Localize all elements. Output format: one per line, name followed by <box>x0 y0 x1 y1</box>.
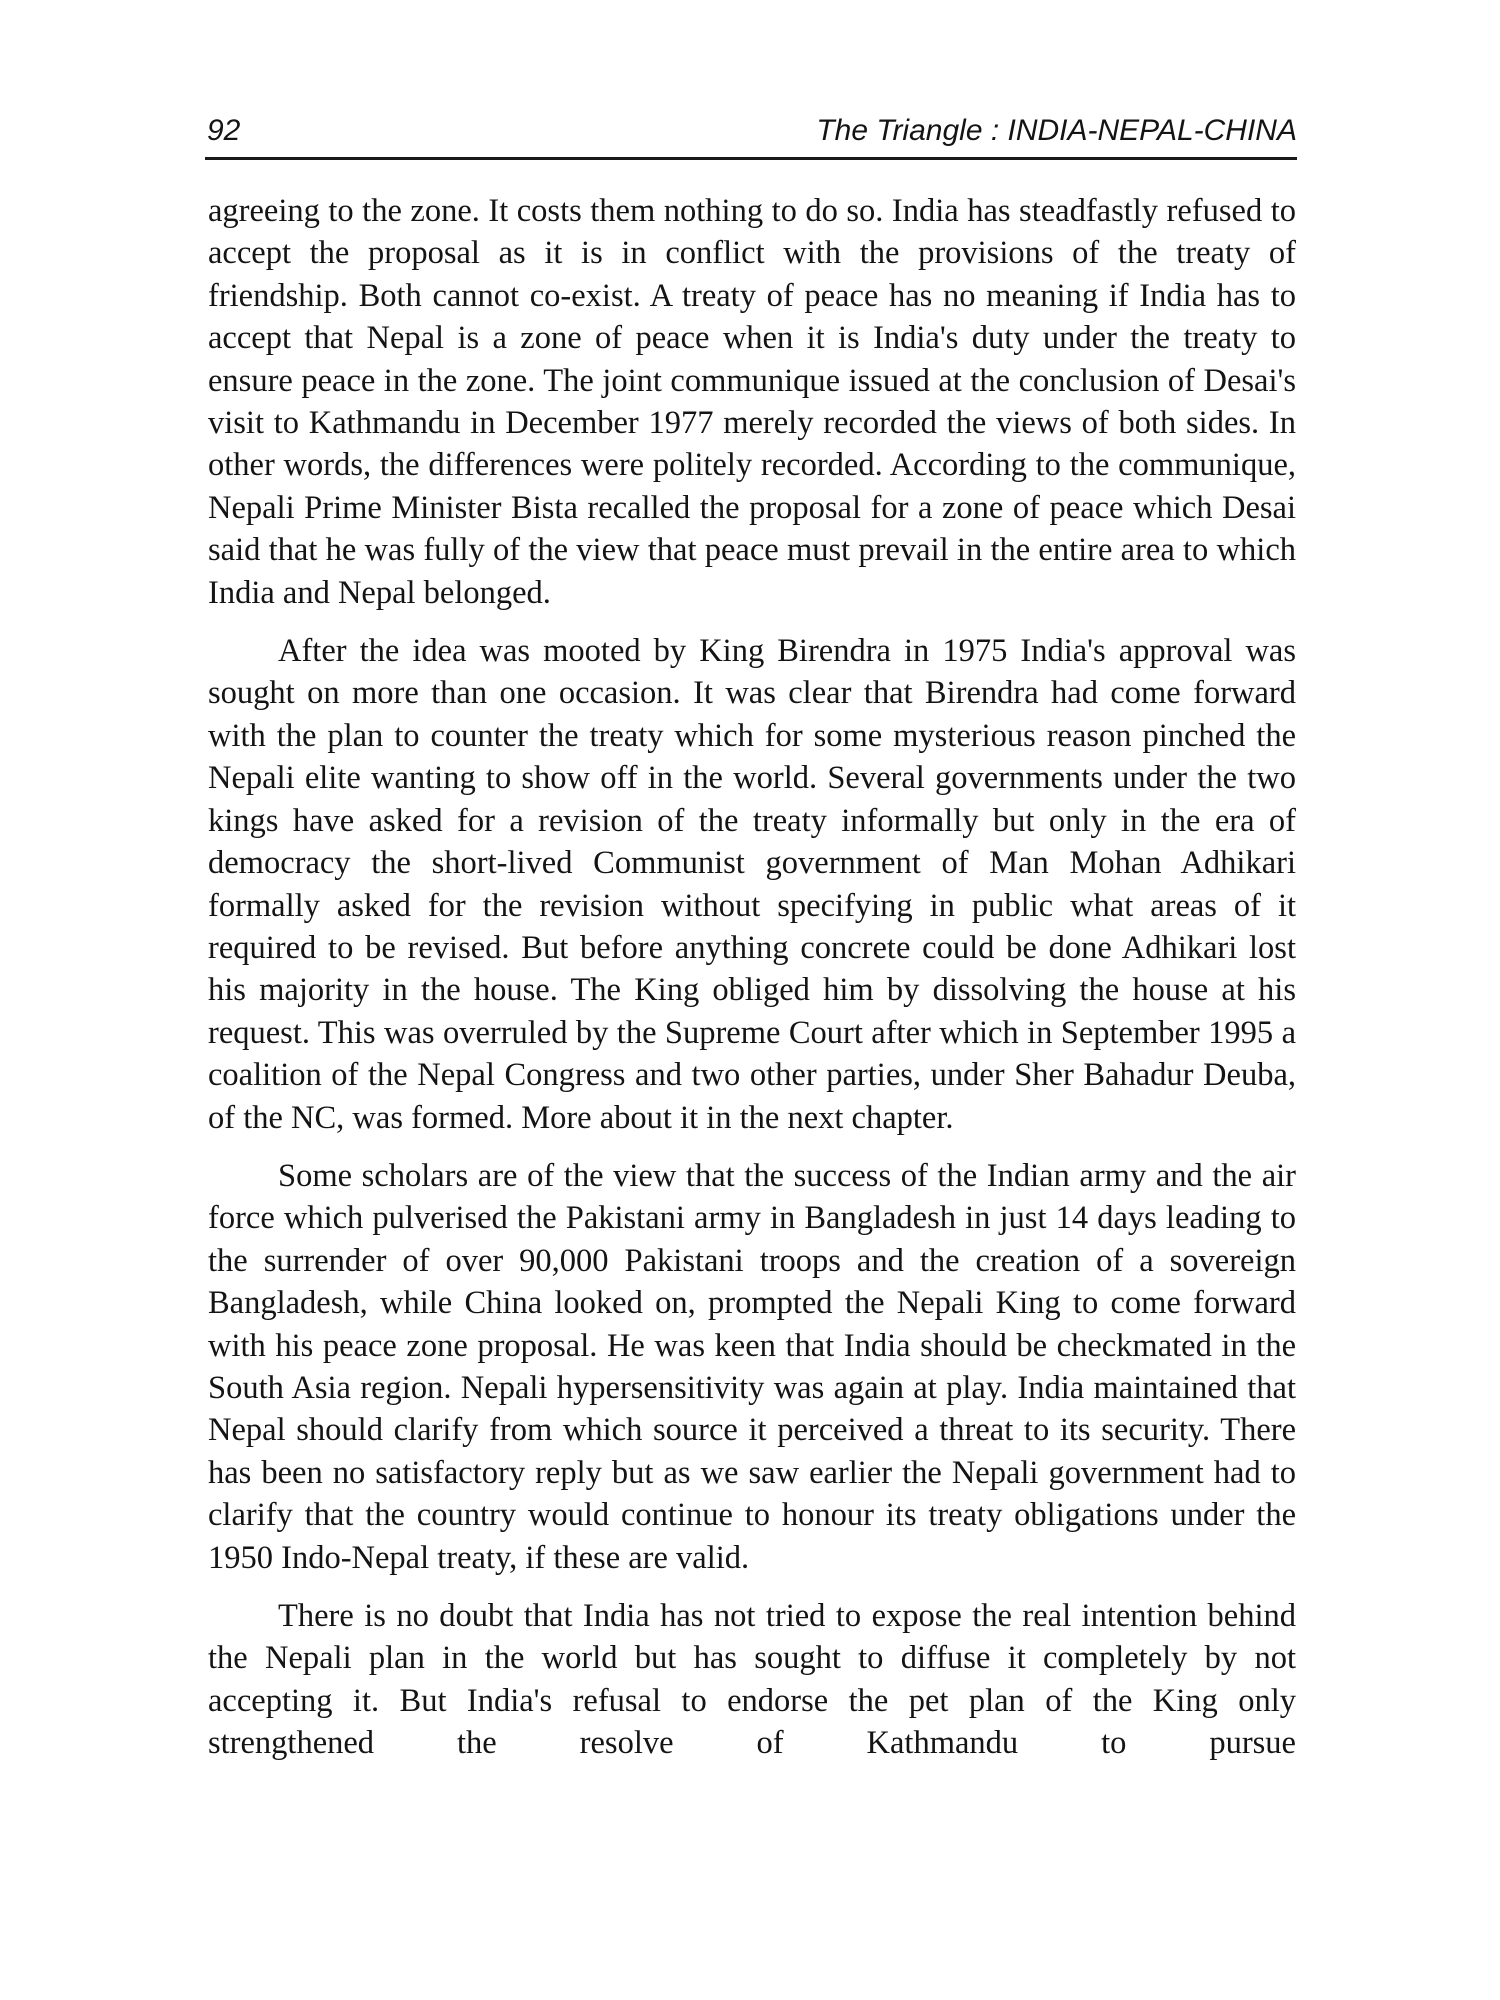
book-title: The Triangle : INDIA-NEPAL-CHINA <box>816 114 1297 147</box>
paragraph-continuing: There is no doubt that India has not tried to expose the real intention behind the Nepali plan in the world but has sought to diffuse it completely by not accepting it. But India's refusal to endorse the pet plan of the King only strengthened the resolve of Kathmandu to pursue <box>208 1598 1296 1762</box>
header-rule <box>205 157 1297 160</box>
running-head <box>207 106 1297 156</box>
page-number: 92 <box>207 114 241 147</box>
paragraph-continued: agreeing to the zone. It costs them nothing to do so. India has steadfastly refused to accept the proposal as it is in conflict with the provisions of the treaty of friendship. Both cannot co-exist. A treaty of peace has no meaning if India has to accept that Nepal is a zone of peace when it is India's duty under the treaty to ensure peace in the zone. The joint communique issued at the conclusion of Desai's visit to Kathmandu in December 1977 merely recorded the views of both sides. In other words, the differences were politely recorded. According to the communique, Nepali Prime Minister Bista recalled the proposal for a zone of peace which Desai said that he was fully of the view that peace must prevail in the entire area to which India and Nepal belonged. <box>208 193 1296 611</box>
body-text <box>208 190 1296 1765</box>
paragraph: Some scholars are of the view that the success of the Indian army and the air force which pulverised the Pakistani army in Bangladesh in just 14 days leading to the surrender of over 90,000 Pakistani troops and the creation of a sovereign Bangladesh, while China looked on, prompted the Nepali King to come forward with his peace zone proposal. He was keen that India should be checkmated in the South Asia region. Nepali hypersensitivity was again at play. India maintained that Nepal should clarify from which source it perceived a threat to its security. There has been no satisfactory reply but as we saw earlier the Nepali government had to clarify that the country would continue to honour its treaty obligations under the 1950 Indo-Nepal treaty, if these are valid. <box>208 1157 1296 1576</box>
paragraph: After the idea was mooted by King Birendra in 1975 India's approval was sought on more than one occasion. It was clear that Birendra had come forward with the plan to counter the treaty which for some mysterious reason pinched the Nepali elite wanting to show off in the world. Several governments under the two kings have asked for a revision of the treaty informally but only in the era of democracy the short-lived Communist government of Man Mohan Adhikari formally asked for the revision without specifying in public what areas of it required to be revised. But before anything concrete could be done Adhikari lost his majority in the house. The King obliged him by dissolving the house at his request. This was overruled by the Supreme Court after which in September 1995 a coalition of the Nepal Congress and two other parties, under Sher Bahadur Deuba, of the NC, was formed. More about it in the next chapter. <box>208 633 1296 1136</box>
